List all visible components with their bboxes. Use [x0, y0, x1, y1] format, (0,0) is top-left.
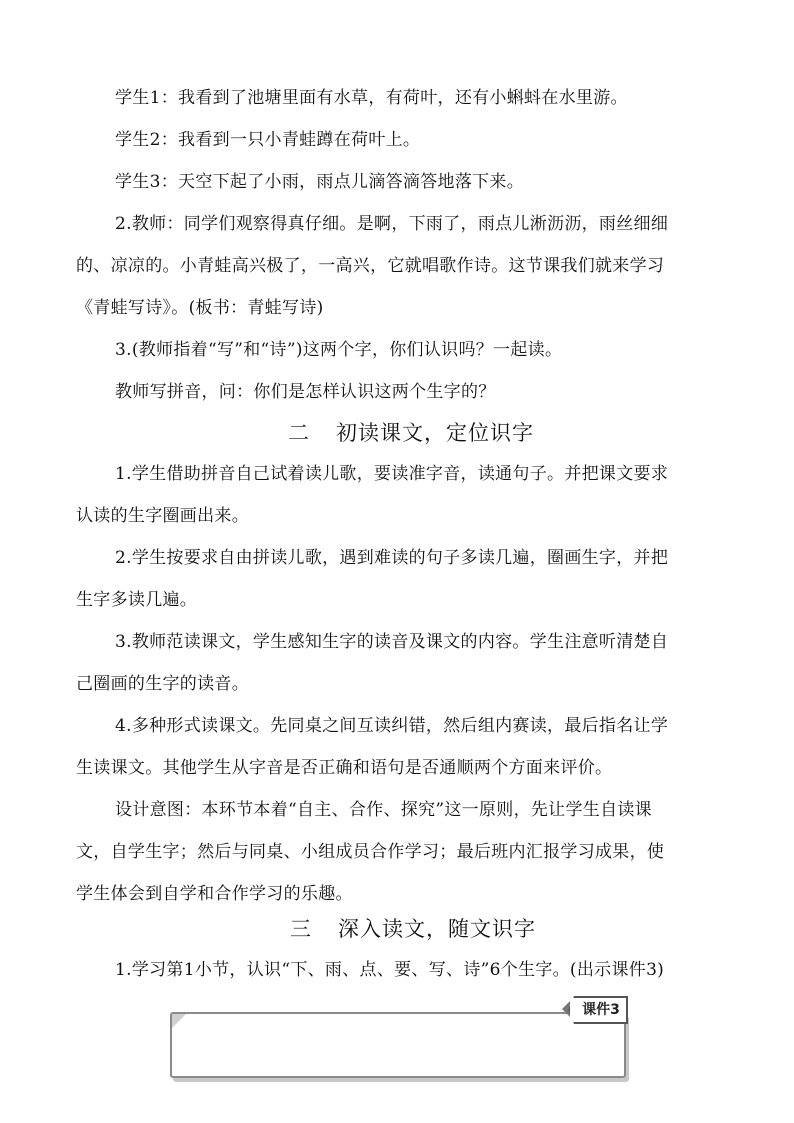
section-heading-3-title: 深入读文，随文识字: [338, 917, 536, 941]
paragraph-teacher-2-line-1: 2.教师：同学们观察得真仔细。是啊，下雨了，雨点儿淅沥沥，雨丝细细: [115, 214, 669, 234]
section-heading-3-number: 三: [290, 917, 312, 941]
courseware-panel-corner: [172, 1014, 186, 1028]
section-heading-2: [288, 420, 534, 446]
s2-item-1-line-1: 1.学生借助拼音自己试着读儿歌，要读准字音，读通句子。并把课文要求: [115, 464, 669, 484]
courseware-panel: [170, 1012, 626, 1078]
paragraph-teacher-pinyin: 教师写拼音，问：你们是怎样认识这两个生字的？: [115, 382, 496, 402]
paragraph-teacher-2-line-3: 《青蛙写诗》。(板书：青蛙写诗): [76, 298, 324, 318]
design-intent-line-1: 设计意图：本环节本着“自主、合作、探究”这一原则，先让学生自读课: [115, 800, 652, 820]
s2-item-4-line-2: 生读课文。其他学生从字音是否正确和语句是否通顺两个方面来评价。: [76, 758, 613, 778]
courseware-tab-label: 课件3: [582, 1002, 620, 1018]
design-intent-line-2: 文，自学生字；然后与同桌、小组成员合作学习；最后班内汇报学习成果，使: [76, 842, 665, 862]
section-heading-2-title: 初读课文，定位识字: [336, 421, 534, 445]
s2-item-3-line-2: 己圈画的生字的读音。: [76, 674, 249, 694]
s2-item-2-line-1: 2.学生按要求自由拼读儿歌，遇到难读的句子多读几遍，圈画生字，并把: [115, 548, 669, 568]
paragraph-student-1: 学生1：我看到了池塘里面有水草，有荷叶，还有小蝌蚪在水里游。: [115, 88, 628, 108]
s2-item-2-line-2: 生字多读几遍。: [76, 590, 198, 610]
s2-item-4-line-1: 4.多种形式读课文。先同桌之间互读纠错，然后组内赛读，最后指名让学: [115, 716, 669, 736]
s3-item-1: 1.学习第1小节，认识“下、雨、点、要、写、诗”6个生字。(出示课件3): [115, 960, 665, 980]
design-intent-line-3: 学生体会到自学和合作学习的乐趣。: [76, 884, 353, 904]
s2-item-3-line-1: 3.教师范读课文，学生感知生字的读音及课文的内容。学生注意听清楚自: [115, 632, 669, 652]
paragraph-teacher-2-line-2: 的、凉凉的。小青蛙高兴极了，一高兴，它就唱歌作诗。这节课我们就来学习: [76, 256, 665, 276]
section-heading-3: [290, 916, 536, 942]
s2-item-1-line-2: 认读的生字圈画出来。: [76, 506, 249, 526]
paragraph-student-2: 学生2：我看到一只小青蛙蹲在荷叶上。: [115, 130, 421, 150]
section-heading-2-number: 二: [288, 421, 310, 445]
paragraph-student-3: 学生3：天空下起了小雨，雨点儿滴答滴答地落下来。: [115, 172, 525, 192]
paragraph-teacher-3: 3.(教师指着“写”和“诗”)这两个字，你们认识吗？一起读。: [115, 340, 563, 360]
